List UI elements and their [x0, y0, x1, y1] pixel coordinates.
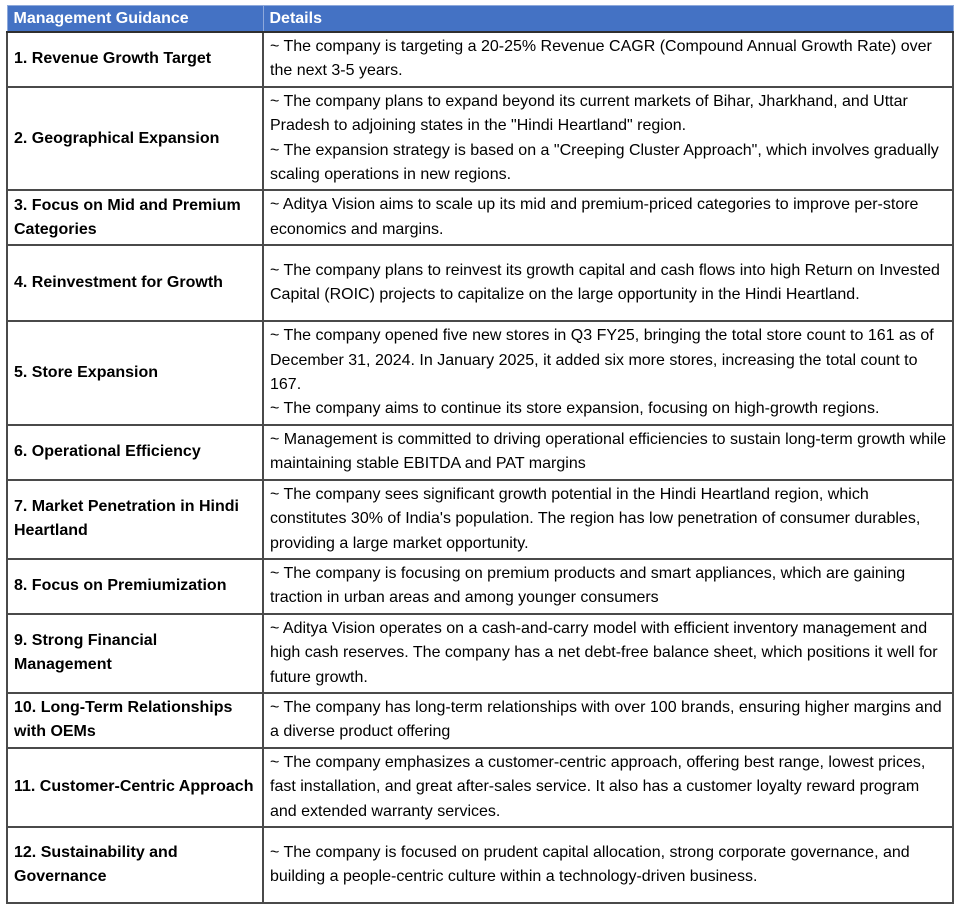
table-row — [7, 190, 953, 245]
guidance-cell: 10. Long-Term Relationships with OEMs — [7, 693, 263, 748]
details-cell — [263, 480, 953, 559]
table-row — [7, 559, 953, 614]
guidance-cell: 6. Operational Efficiency — [7, 425, 263, 480]
guidance-cell: 11. Customer-Centric Approach — [7, 748, 263, 827]
details-cell — [263, 321, 953, 425]
details-cell — [263, 827, 953, 903]
guidance-table-container — [6, 5, 952, 904]
header-management-guidance: Management Guidance — [7, 6, 263, 33]
details-cell — [263, 614, 953, 693]
guidance-cell: 9. Strong Financial Management — [7, 614, 263, 693]
details-text: ~ Aditya Vision operates on a cash-and-carry model with efficient inventory management and high cash reserves. The company has a net debt-free balance sheet, which positions it well for future growth. — [270, 619, 938, 686]
guidance-cell: 2. Geographical Expansion — [7, 87, 263, 191]
details-text: ~ The company plans to expand beyond its current markets of Bihar, Jharkhand, and Uttar Pradesh to adjoining states in the "Hindi Heartland" region. — [270, 92, 908, 135]
details-cell — [263, 190, 953, 245]
details-cell — [263, 425, 953, 480]
table-row — [7, 87, 953, 191]
table-row — [7, 748, 953, 827]
details-text: ~ The company is focused on prudent capital allocation, strong corporate governance, and building a people-centric culture within a technology-driven business. — [270, 843, 910, 885]
details-text: ~ The company opened five new stores in Q3 FY25, bringing the total store count to 161 as of December 31, 2024. In January 2025, it added six more stores, increasing the total count to 167. — [270, 327, 934, 394]
details-cell — [263, 693, 953, 748]
details-text: ~ The company aims to continue its store expansion, focusing on high-growth regions. — [270, 400, 880, 418]
table-row — [7, 245, 953, 321]
details-cell — [263, 87, 953, 191]
table-row — [7, 827, 953, 903]
guidance-cell: 5. Store Expansion — [7, 321, 263, 425]
details-text: ~ The company is focusing on premium products and smart appliances, which are gaining traction in urban areas and among younger consumers — [270, 564, 906, 607]
table-header-row — [7, 6, 953, 33]
guidance-cell: 7. Market Penetration in Hindi Heartland — [7, 480, 263, 559]
details-text: ~ Management is committed to driving operational efficiencies to sustain long-term growth while maintaining stable EBITDA and PAT margins — [270, 430, 947, 473]
table-row — [7, 321, 953, 425]
guidance-cell: 3. Focus on Mid and Premium Categories — [7, 190, 263, 245]
guidance-cell: 8. Focus on Premiumization — [7, 559, 263, 614]
table-row — [7, 614, 953, 693]
guidance-cell: 1. Revenue Growth Target — [7, 32, 263, 87]
guidance-cell: 12. Sustainability and Governance — [7, 827, 263, 903]
details-text: ~ The company is targeting a 20-25% Revenue CAGR (Compound Annual Growth Rate) over the next 3-5 years. — [270, 38, 932, 80]
guidance-cell: 4. Reinvestment for Growth — [7, 245, 263, 321]
table-row — [7, 693, 953, 748]
management-guidance-table — [6, 5, 954, 904]
header-details: Details — [263, 6, 953, 33]
details-cell — [263, 32, 953, 87]
table-row — [7, 32, 953, 87]
details-text: ~ The company sees significant growth potential in the Hindi Heartland region, which constitutes 30% of India's population. The region has low penetration of consumer durables, providing a large market opportunity. — [270, 485, 921, 552]
details-text: ~ The company plans to reinvest its growth capital and cash flows into high Return on Invested Capital (ROIC) projects to capitalize on the large opportunity in the Hindi Heartland. — [270, 261, 940, 304]
details-cell — [263, 748, 953, 827]
table-row — [7, 425, 953, 480]
details-text: ~ Aditya Vision aims to scale up its mid and premium-priced categories to improve per-store economics and margins. — [270, 196, 919, 238]
details-cell — [263, 245, 953, 321]
details-cell — [263, 559, 953, 614]
details-text: ~ The company emphasizes a customer-centric approach, offering best range, lowest prices, fast installation, and great after-sales service. It also has a customer loyalty reward program and extended warranty services. — [270, 753, 926, 820]
details-text: ~ The company has long-term relationships with over 100 brands, ensuring higher margins and a diverse product offering — [270, 698, 942, 741]
details-text: ~ The expansion strategy is based on a "Creeping Cluster Approach", which involves gradually scaling operations in new regions. — [270, 141, 939, 184]
table-row — [7, 480, 953, 559]
